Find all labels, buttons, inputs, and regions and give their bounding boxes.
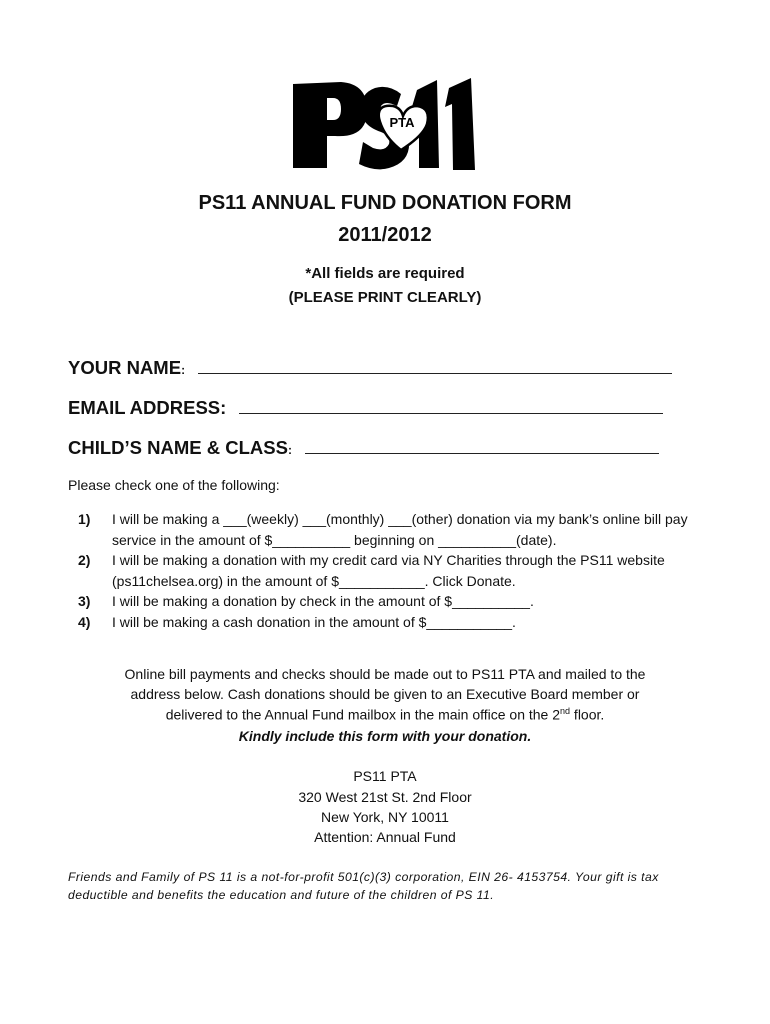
instructions-line-3-text: delivered to the Annual Fund mailbox in the main office on the 2 <box>165 706 561 723</box>
your-name-field <box>68 357 672 379</box>
donation-options-list <box>78 509 698 632</box>
your-name-input-line[interactable] <box>198 359 672 374</box>
option-number: 3) <box>78 593 91 609</box>
option-text: I will be making a donation by check in the amount of $__________. <box>112 593 534 609</box>
child-name-class-label: CHILD’S NAME & CLASS <box>68 437 288 458</box>
form-title: PS11 ANNUAL FUND DONATION FORM <box>198 192 572 214</box>
footer-line-1: Friends and Family of PS 11 is a not-for-profit 501(c)(3) corporation, EIN 26- 4153754. Your gift is tax <box>68 870 659 884</box>
option-number: 4) <box>78 613 91 630</box>
address-line-1: PS11 PTA <box>353 768 417 784</box>
donation-option-4[interactable] <box>78 612 698 633</box>
instructions-line-1: Online bill payments and checks should be made out to PS11 PTA and mailed to the <box>124 666 646 682</box>
email-address-field <box>68 397 663 419</box>
donation-option-3[interactable] <box>78 591 698 612</box>
form-year: 2011/2012 <box>338 224 432 246</box>
footer-line-2: deductible and benefits the education and future of the children of PS 11. <box>68 888 495 902</box>
option-text: I will be making a donation with my credit card via NY Charities through the PS11 website (ps11chelsea.org) in the amount of $___________. Click Donate. <box>112 552 665 589</box>
donation-option-1[interactable] <box>78 509 698 550</box>
logo-badge-text: PTA <box>389 115 415 130</box>
option-text: I will be making a cash donation in the amount of $___________. <box>112 613 516 630</box>
option-number: 2) <box>78 552 91 568</box>
your-name-label: YOUR NAME <box>68 357 182 378</box>
options-intro: Please check one of the following: <box>68 477 280 493</box>
option-number: 1) <box>78 511 91 527</box>
address-line-3: New York, NY 10011 <box>321 809 449 825</box>
child-name-class-input-line[interactable] <box>305 439 659 454</box>
email-address-input-line[interactable] <box>239 399 663 414</box>
option-text: I will be making a ___(weekly) ___(monthly) ___(other) donation via my bank’s online bill pay service in the amount of $__________ beginning on __________(date). <box>112 511 688 548</box>
print-clearly-note: (PLEASE PRINT CLEARLY) <box>288 289 482 306</box>
required-note: *All fields are required <box>305 265 465 282</box>
email-address-label: EMAIL ADDRESS: <box>68 397 227 418</box>
your-name-colon: : <box>181 363 186 377</box>
child-name-class-field <box>68 437 659 459</box>
address-line-2: 320 West 21st St. 2nd Floor <box>298 789 472 805</box>
instructions-line-3 <box>60 706 710 723</box>
donation-option-2[interactable] <box>78 550 698 591</box>
child-name-class-colon: : <box>287 443 292 457</box>
instructions-line-2: address below. Cash donations should be given to an Executive Board member or <box>130 686 640 702</box>
include-form-note: Kindly include this form with your donation. <box>238 728 532 744</box>
address-line-4: Attention: Annual Fund <box>314 829 456 845</box>
ps11-pta-logo <box>289 72 485 172</box>
ordinal-suffix: nd <box>560 706 571 716</box>
instructions-line-3-end: floor. <box>570 706 605 723</box>
